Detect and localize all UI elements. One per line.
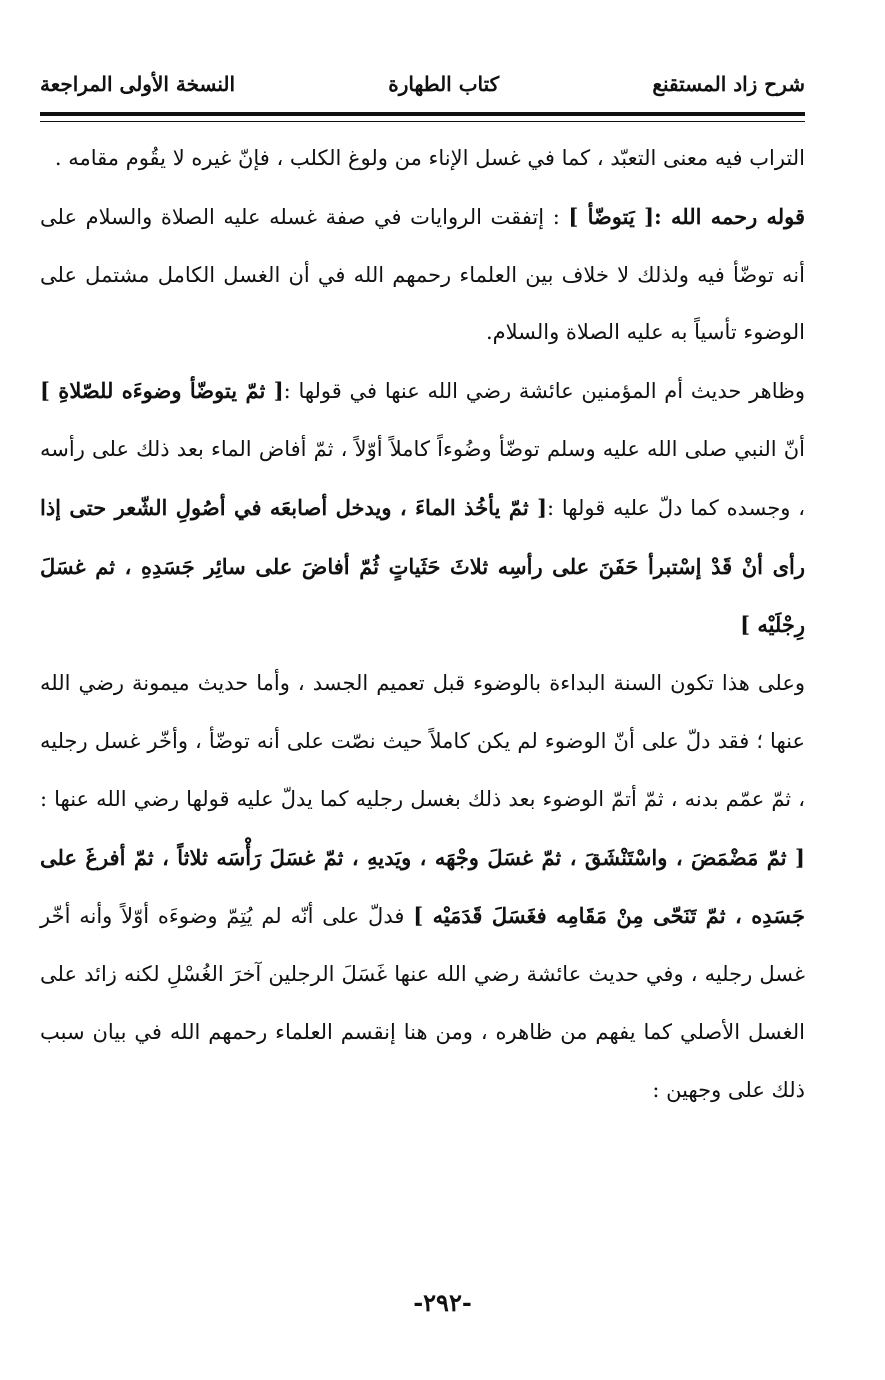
quoted-text: [ ثمّ يتوضّأ وضوءَه للصّلاةِ ] bbox=[40, 378, 284, 404]
commentary-text: وعلى هذا تكون السنة البداءة بالوضوء قبل تعميم الجسد ، وأما حديث ميمونة رضي الله عنها ؛ فقد دلّ على أنّ الوضوء لم يكن كاملاً حيث نصّت على أنه توضّأ ، وأخّر غسل رجليه ، ثمّ عمّم بدنه ، ثمّ أتمّ الوضوء بعد ذلك بغسل رجليه كما يدلّ عليه قولها رضي الله عنها : bbox=[40, 671, 805, 811]
quoted-text: [ ثمّ مَضْمَضَ ، واسْتَنْشَقَ ، ثمّ غسَلَ وجْهَه ، ويَديهِ ، ثمّ غسَلَ رَأْسَه ثلاثاً ، ثمّ أفرغَ على جَسَدِه ، ثمّ تَنَحّى مِنْ مَقَامِه فغَسَلَ قَدَمَيْه ] bbox=[40, 844, 805, 929]
commentary-text: التراب فيه معنى التعبّد ، كما في غسل الإناء من ولوغ الكلب ، فإنّ غيره لا يقُوم مقامه . bbox=[54, 146, 805, 170]
header-chapter-title: كتاب الطهارة bbox=[388, 72, 500, 96]
paragraph bbox=[40, 655, 805, 1119]
header-rule-thick bbox=[40, 112, 805, 116]
commentary-text: فدلّ على أنّه لم يُتِمّ وضوءَه أوّلاً وأنه أخّر غسل رجليه ، وفي حديث عائشة رضي الله عنها غَسَلَ الرجلين آخرَ الغُسْلِ لكنه زائد على الغسل الأصلي كما يفهم من ظاهره ، ومن هنا إنقسم العلماء رحمهم الله في بيان سبب ذلك على وجهين : bbox=[40, 904, 805, 1102]
page-number: -٢٩٢- bbox=[413, 1288, 472, 1317]
commentary-text: أنّ النبي صلى الله عليه وسلم توضّأ وضُوءاً كاملاً أوّلاً ، ثمّ أفاض الماء بعد ذلك على رأسه ، وجسده كما دلّ عليه قولها : bbox=[40, 436, 806, 520]
commentary-text: وظاهر حديث أم المؤمنين عائشة رضي الله عنها في قولها : bbox=[283, 379, 805, 404]
commentary-text: : إتفقت الروايات في صفة غسله عليه الصلاة والسلام على أنه توضّأ فيه ولذلك لا خلاف بين العلماء رحمهم الله في أن الغسل الكامل مشتمل على الوضوء تأسياً به عليه الصلاة والسلام. bbox=[40, 204, 805, 345]
header-rule-thin bbox=[40, 121, 805, 122]
page-header bbox=[40, 62, 805, 106]
paragraph bbox=[40, 362, 805, 655]
paragraph bbox=[40, 188, 805, 362]
quoted-text: [ ثمّ يأخُذ الماءَ ، ويدخل أصابعَه في أصُولِ الشّعر حتى إذا رأى أنْ قَدْ إسْتبرأ حَفَنَ على رأسِه ثلاثَ حَثَياتٍ ثُمّ أفاضَ على سائِر جَسَدِهِ ، ثم غسَلَ رِجْلَيْه ] bbox=[40, 494, 805, 638]
body-text bbox=[40, 130, 805, 1120]
quoted-text: قوله رحمه الله :[ يَتوضّأ ] bbox=[568, 203, 806, 229]
paragraph bbox=[40, 130, 805, 188]
header-edition-note: النسخة الأولى المراجعة bbox=[40, 72, 236, 96]
header-book-title: شرح زاد المستقنع bbox=[652, 72, 805, 96]
